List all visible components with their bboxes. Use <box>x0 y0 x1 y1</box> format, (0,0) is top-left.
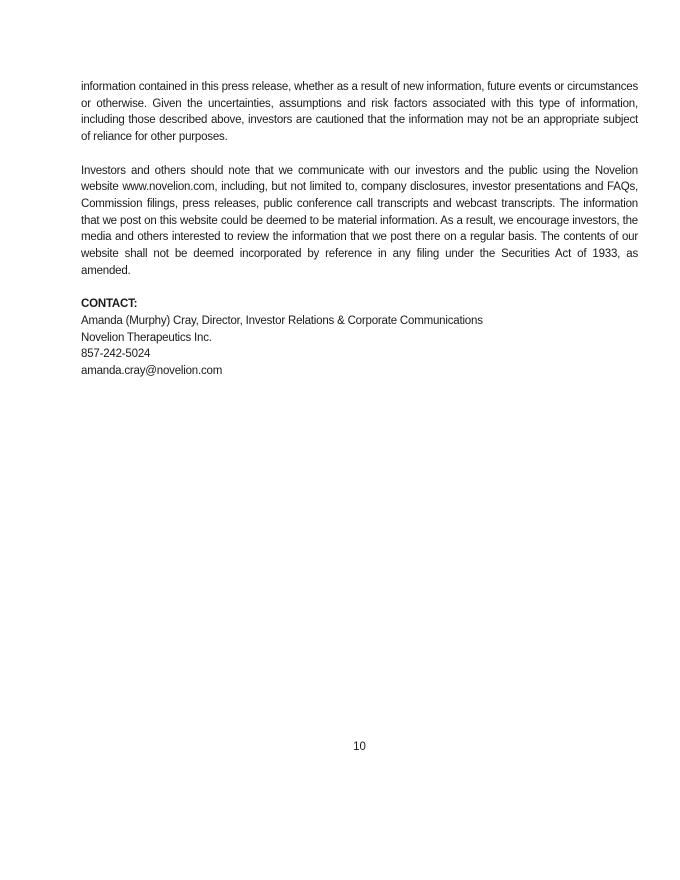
contact-email: amanda.cray@novelion.com <box>81 364 223 377</box>
contact-name-title: Amanda (Murphy) Cray, Director, Investor Relations & Corporate Communications <box>81 314 483 327</box>
contact-company: Novelion Therapeutics Inc. <box>81 331 212 344</box>
contact-heading: CONTACT: <box>81 298 138 311</box>
paragraph-investor-communications: Investors and others should note that we communicate with our investors and the public using the Novelion website www.novelion.com, including, but not limited to, company disclosures, investor presentations and FAQs, Commission filings, press releases, public conference call transcripts and webcast transcripts. The information that we post on this website could be deemed to be material information. As a result, we encourage investors, the media and others interested to review the information that we post there on a regular basis. The contents of our website shall not be deemed incorporated by reference in any filing under the Securities Act of 1933, as amended. <box>81 164 638 277</box>
page-number: 10 <box>353 741 366 753</box>
contact-phone: 857-242-5024 <box>81 348 151 361</box>
paragraph-forward-looking-statements: information contained in this press release, whether as a result of new information, future events or circumstances or otherwise. Given the uncertainties, assumptions and risk factors associated with this type of information, including those described above, investors are cautioned that the information may not be an appropriate subject of reliance for other purposes. <box>81 81 638 144</box>
page-content <box>81 79 638 380</box>
